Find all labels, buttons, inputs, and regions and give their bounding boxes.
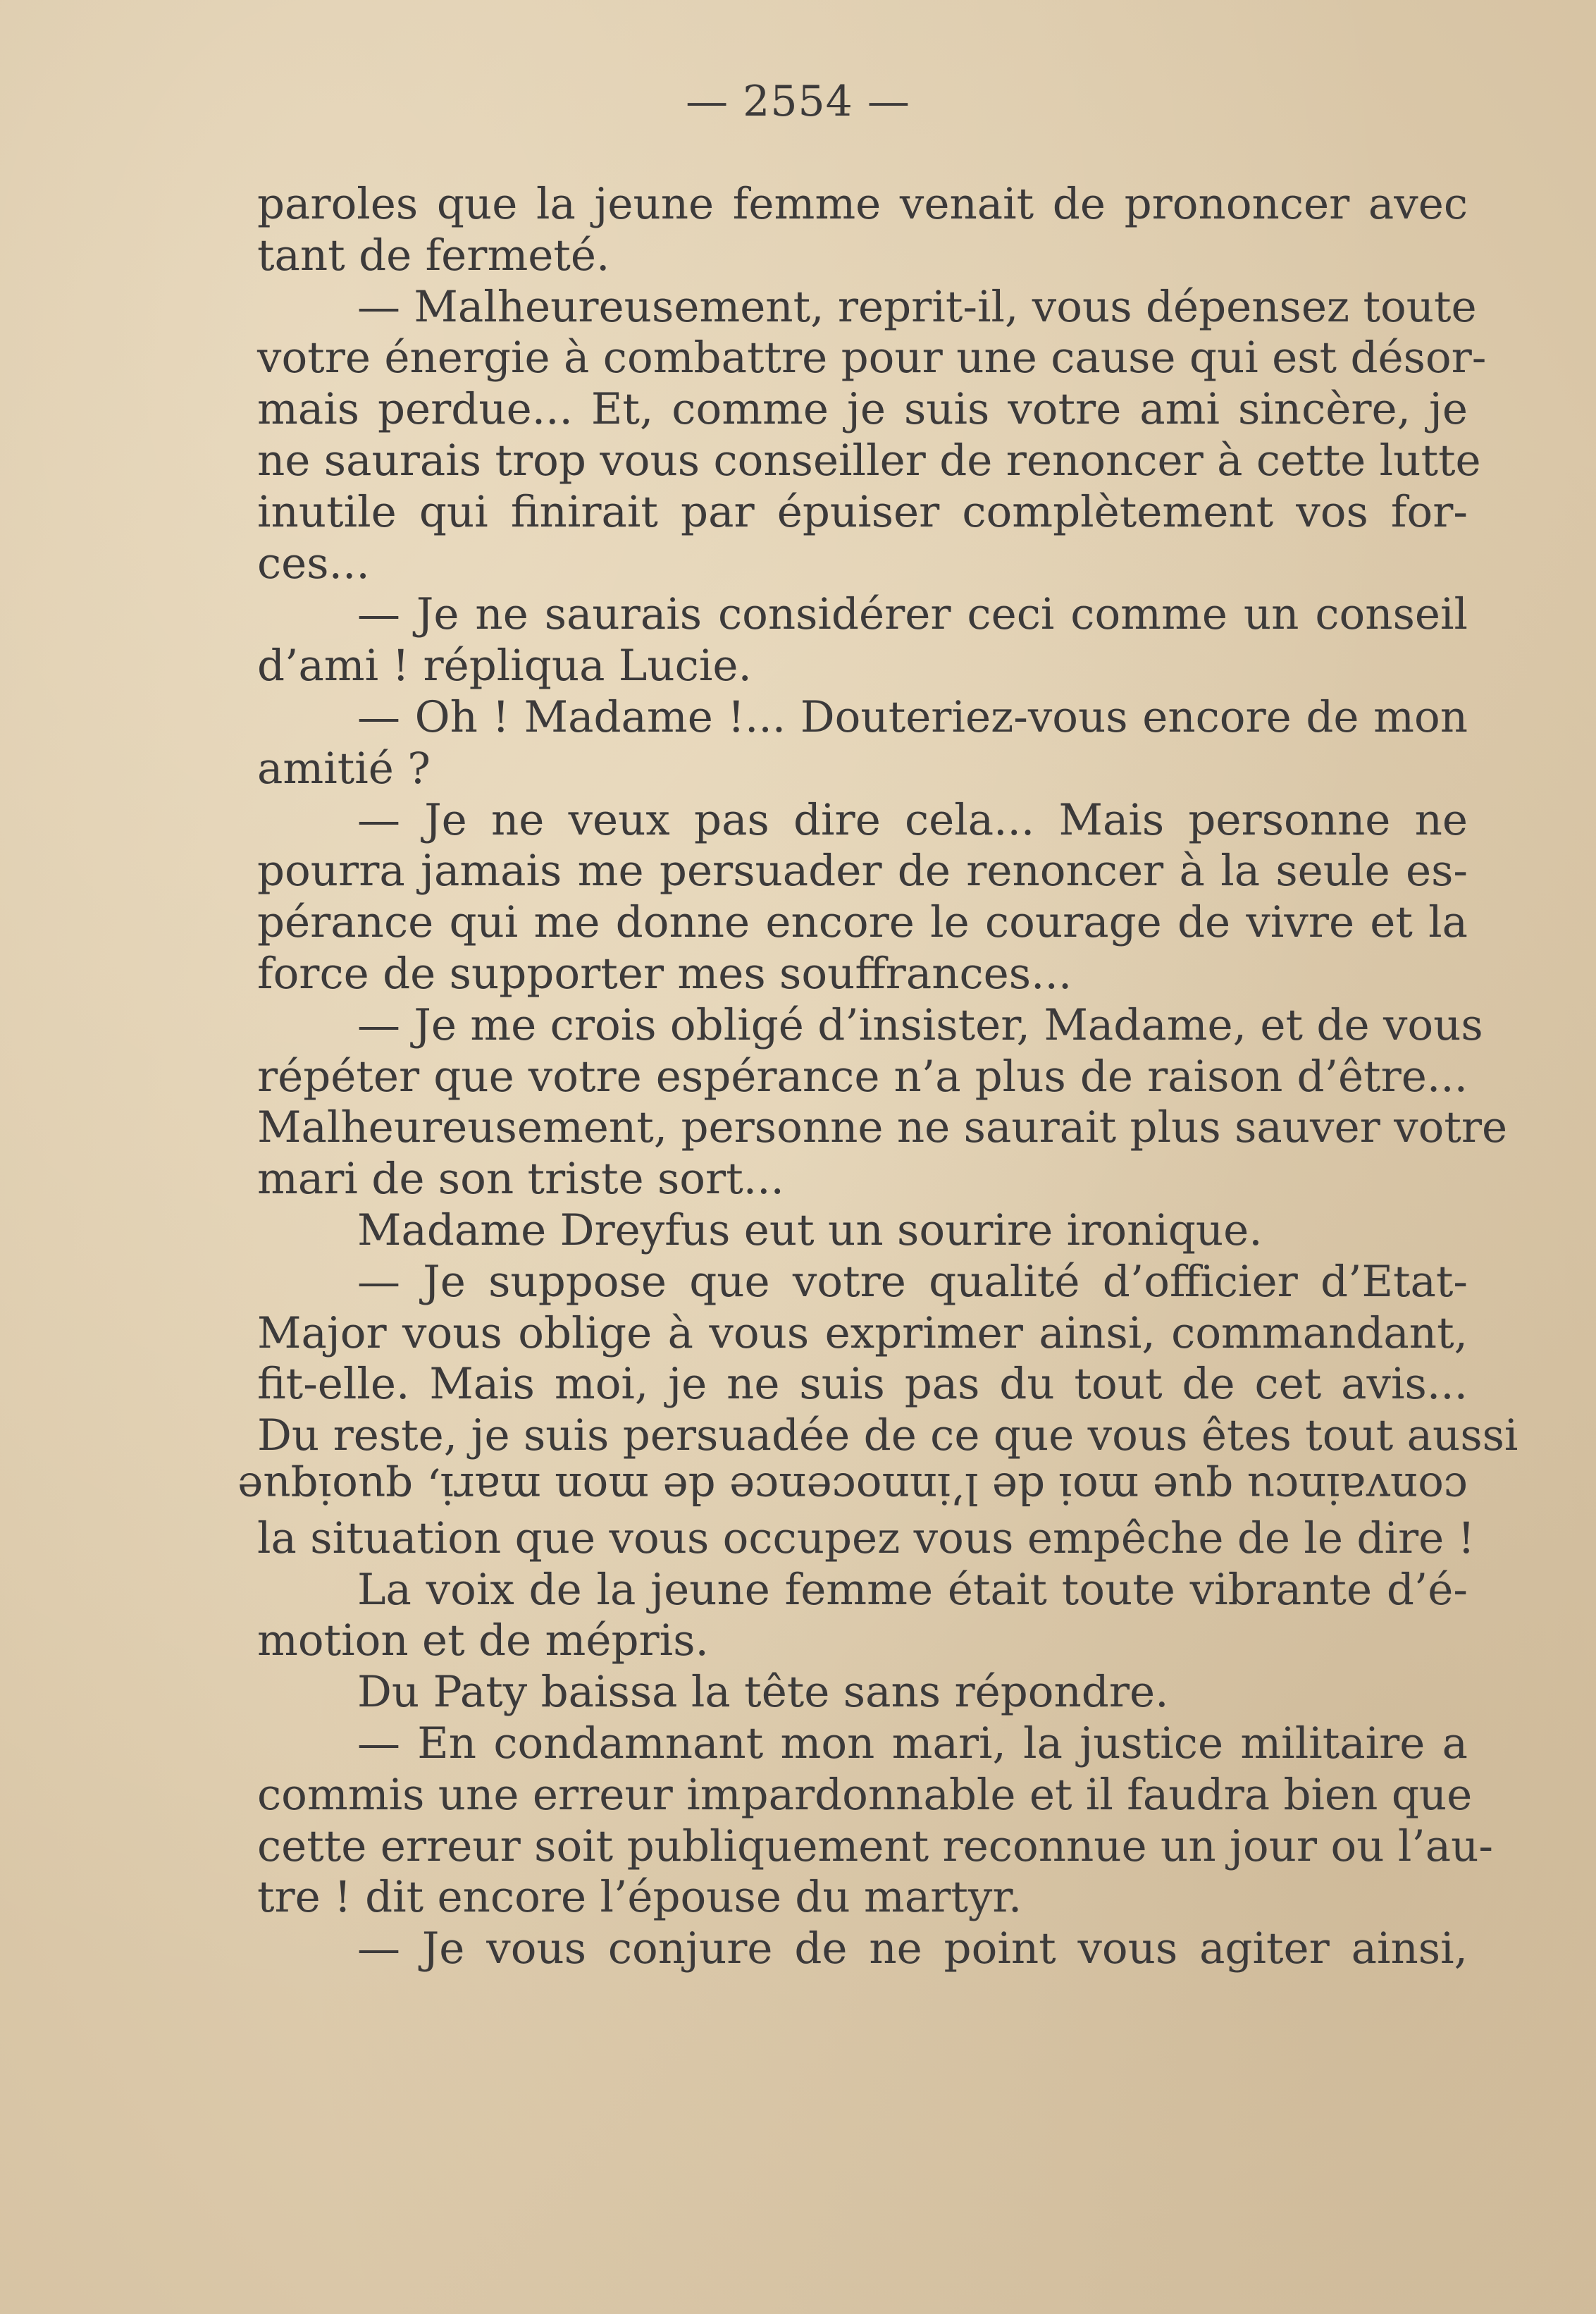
text-line: [257, 1872, 1468, 1924]
text-line-content: force de supporter mes souffrances...: [257, 948, 1072, 999]
text-line: [257, 1257, 1468, 1308]
text-line-content: amitié ?: [257, 743, 431, 794]
text-line: [257, 897, 1468, 949]
text-line: [257, 1718, 1468, 1770]
text-line-content: tre ! dit encore l’épouse du martyr.: [257, 1872, 1022, 1923]
text-line: [257, 1565, 1468, 1616]
text-line-content: mari de son triste sort...: [257, 1154, 784, 1205]
text-line-content: tant de fermeté.: [257, 230, 610, 281]
text-line-content: répéter que votre espérance n’a plus de raison d’être...: [257, 1051, 1468, 1102]
text-line-content: fit-elle. Mais moi, je ne suis pas du tout de cet avis...: [257, 1359, 1468, 1410]
text-line-content: — En condamnant mon mari, la justice militaire a: [357, 1718, 1468, 1768]
text-line-content: pérance qui me donne encore le courage de vivre et la: [257, 897, 1468, 948]
text-line-content: Du Paty baissa la tête sans répondre.: [357, 1667, 1169, 1718]
text-line: [257, 281, 1477, 333]
text-line: [257, 999, 1483, 1052]
text-line: [257, 1154, 1468, 1205]
text-line-content: — Oh ! Madame !... Douteriez-vous encore de mon: [357, 691, 1468, 742]
text-line-content: — Je vous conjure de ne point vous agiter ainsi,: [357, 1924, 1468, 1974]
text-line: [257, 1410, 1518, 1462]
text-line: [257, 1205, 1468, 1257]
text-line: [257, 1052, 1468, 1103]
text-line-content: cette erreur soit publiquement reconnue un jour ou l’au-: [257, 1821, 1494, 1871]
text-line-content: Du reste, je suis persuadée de ce que vous êtes tout aussi: [257, 1410, 1518, 1461]
text-line: [257, 846, 1468, 897]
page-number: — 2554 —: [686, 77, 910, 126]
text-line-content: Malheureusement, personne ne saurait plus sauver votre: [257, 1102, 1508, 1153]
text-line: [257, 179, 1468, 230]
text-line-content: — Je ne saurais considérer ceci comme un conseil: [357, 589, 1468, 640]
text-line: [257, 384, 1468, 436]
text-line-content: pourra jamais me persuader de renoncer à la seule es-: [257, 846, 1468, 897]
text-line: [257, 744, 1468, 795]
text-line-content: La voix de la jeune femme était toute vibrante d’é-: [357, 1564, 1468, 1615]
text-line: [257, 795, 1468, 847]
text-line: [257, 435, 1481, 487]
text-line: [257, 1924, 1468, 1975]
text-line-content: Major vous oblige à vous exprimer ainsi, commandant,: [257, 1307, 1468, 1358]
text-line: [257, 1513, 1476, 1565]
text-line-content: paroles que la jeune femme venait de prononcer avec: [257, 179, 1468, 229]
text-line: [257, 1616, 1468, 1667]
text-line: [257, 949, 1468, 1000]
text-line: [237, 1462, 1468, 1513]
text-line-content: la situation que vous occupez vous empêche de le dire !: [257, 1513, 1476, 1563]
text-line: [257, 487, 1468, 539]
text-line-content: ne saurais trop vous conseiller de renoncer à cette lutte: [257, 435, 1481, 486]
text-line: [257, 692, 1468, 744]
text-line-content: — Je suppose que votre qualité d’officier d’Etat-: [357, 1256, 1468, 1307]
text-line-content: mais perdue... Et, comme je suis votre ami sincère, je: [257, 384, 1468, 435]
text-line-content: Madame Dreyfus eut un sourire ironique.: [357, 1205, 1263, 1255]
text-line-content: commis une erreur impardonnable et il faudra bien que: [257, 1769, 1473, 1820]
text-line-content: d’ami ! répliqua Lucie.: [257, 641, 752, 691]
body-text: [237, 179, 1518, 1975]
text-line: [257, 539, 1468, 590]
text-line: [257, 230, 1468, 282]
text-line-content: ces...: [257, 538, 370, 589]
text-line: [257, 333, 1487, 384]
text-line: [257, 1667, 1468, 1718]
text-line-content: — Malheureusement, reprit-il, vous dépensez toute: [357, 281, 1477, 332]
text-line-content: inutile qui finirait par épuiser complètement vos for-: [257, 486, 1468, 537]
text-line-content: — Je me crois obligé d’insister, Madame, et de vous: [357, 999, 1483, 1050]
text-line-content: votre énergie à combattre pour une cause qui est désor-: [257, 333, 1487, 383]
text-line-content: convaincu que moi de l’innocence de mon mari, quoique: [237, 1463, 1468, 1513]
text-line-content: motion et de mépris.: [257, 1616, 709, 1666]
text-line: [257, 641, 1468, 692]
text-line-content: — Je ne veux pas dire cela... Mais personne ne: [357, 794, 1468, 845]
text-line: [257, 1102, 1508, 1154]
text-line: [257, 589, 1468, 641]
text-line: [257, 1308, 1468, 1360]
text-line: [257, 1821, 1494, 1873]
text-line: [257, 1359, 1468, 1410]
text-line: [257, 1769, 1473, 1821]
